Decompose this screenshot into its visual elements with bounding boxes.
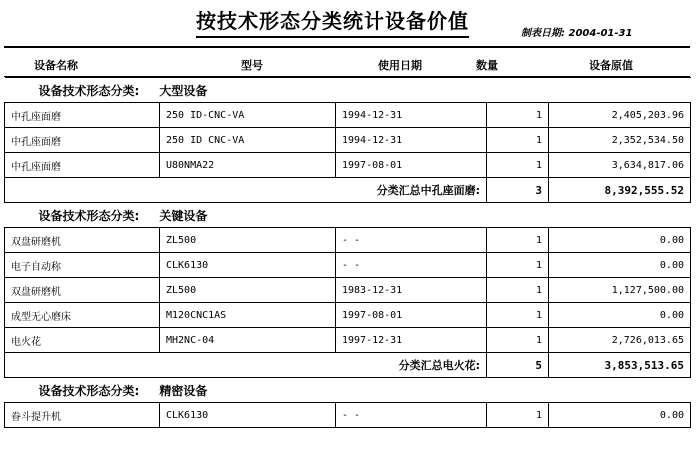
cell-name: 电子自动称 [5,253,160,278]
cell-quantity: 1 [487,403,549,428]
col-quantity: 数量 [476,59,498,72]
cell-date: 1997-08-01 [336,303,487,328]
table-row [5,253,691,278]
cell-quantity: 1 [487,303,549,328]
table-row [5,278,691,303]
cell-date: - - [336,403,487,428]
equipment-table [4,77,691,428]
cell-date: 1983-12-31 [336,278,487,303]
cell-date: 1994-12-31 [336,128,487,153]
group-label: 设备技术形态分类: [38,383,140,398]
column-header [4,50,690,76]
col-equipment-name: 设备名称 [34,59,78,72]
cell-value: 1,127,500.00 [549,278,691,303]
group-header-row [5,78,691,103]
subtotal-row [5,178,691,203]
group-label: 设备技术形态分类: [38,83,140,98]
cell-model: M120CNC1AS [160,303,336,328]
cell-model: ZL500 [160,228,336,253]
cell-name: 中孔座面磨 [5,128,160,153]
cell-value: 2,726,013.65 [549,328,691,353]
cell-value: 2,352,534.50 [549,128,691,153]
col-original-value: 设备原值 [589,59,633,72]
group-header-cell [5,203,691,228]
date-value: 2004-01-31 [568,28,633,39]
group-category: 关键设备 [159,208,208,223]
table-body [5,78,691,428]
top-rule [4,46,690,48]
cell-value: 0.00 [549,403,691,428]
cell-quantity: 1 [487,103,549,128]
cell-quantity: 1 [487,278,549,303]
group-label: 设备技术形态分类: [38,208,140,223]
cell-date: 1997-12-31 [336,328,487,353]
subtotal-value: 8,392,555.52 [549,178,691,203]
group-category: 精密设备 [159,383,208,398]
cell-quantity: 1 [487,253,549,278]
cell-value: 0.00 [549,303,691,328]
table-row [5,153,691,178]
subtotal-row [5,353,691,378]
subtotal-label: 分类汇总中孔座面磨: [5,178,487,203]
table-row [5,128,691,153]
cell-model: CLK6130 [160,253,336,278]
cell-name: 双盘研磨机 [5,228,160,253]
cell-model: CLK6130 [160,403,336,428]
group-header-cell [5,378,691,403]
subtotal-value: 3,853,513.65 [549,353,691,378]
cell-value: 3,634,817.06 [549,153,691,178]
date-label: 制表日期: [521,28,565,39]
cell-date: 1997-08-01 [336,153,487,178]
report-title: 按技术形态分类统计设备价值 [196,8,469,38]
cell-name: 成型无心磨床 [5,303,160,328]
cell-model: MH2NC-04 [160,328,336,353]
table-row [5,328,691,353]
cell-name: 眷斗提升机 [5,403,160,428]
cell-name: 中孔座面磨 [5,153,160,178]
cell-model: 250 ID-CNC-VA [160,103,336,128]
cell-quantity: 1 [487,128,549,153]
cell-date: - - [336,228,487,253]
cell-model: ZL500 [160,278,336,303]
cell-name: 双盘研磨机 [5,278,160,303]
group-category: 大型设备 [159,83,208,98]
cell-value: 0.00 [549,253,691,278]
table-row [5,303,691,328]
cell-value: 2,405,203.96 [549,103,691,128]
col-use-date: 使用日期 [378,59,422,72]
cell-quantity: 1 [487,228,549,253]
cell-date: 1994-12-31 [336,103,487,128]
cell-date: - - [336,253,487,278]
cell-name: 电火花 [5,328,160,353]
subtotal-quantity: 5 [487,353,549,378]
group-header-row [5,378,691,403]
cell-value: 0.00 [549,228,691,253]
cell-quantity: 1 [487,153,549,178]
cell-quantity: 1 [487,328,549,353]
cell-model: 250 ID CNC-VA [160,128,336,153]
table-row [5,228,691,253]
cell-name: 中孔座面磨 [5,103,160,128]
cell-model: U80NMA22 [160,153,336,178]
table-row [5,403,691,428]
group-header-cell [5,78,691,103]
subtotal-label: 分类汇总电火花: [5,353,487,378]
subtotal-quantity: 3 [487,178,549,203]
group-header-row [5,203,691,228]
col-model: 型号 [241,59,263,72]
report-date [521,24,632,39]
table-row [5,103,691,128]
